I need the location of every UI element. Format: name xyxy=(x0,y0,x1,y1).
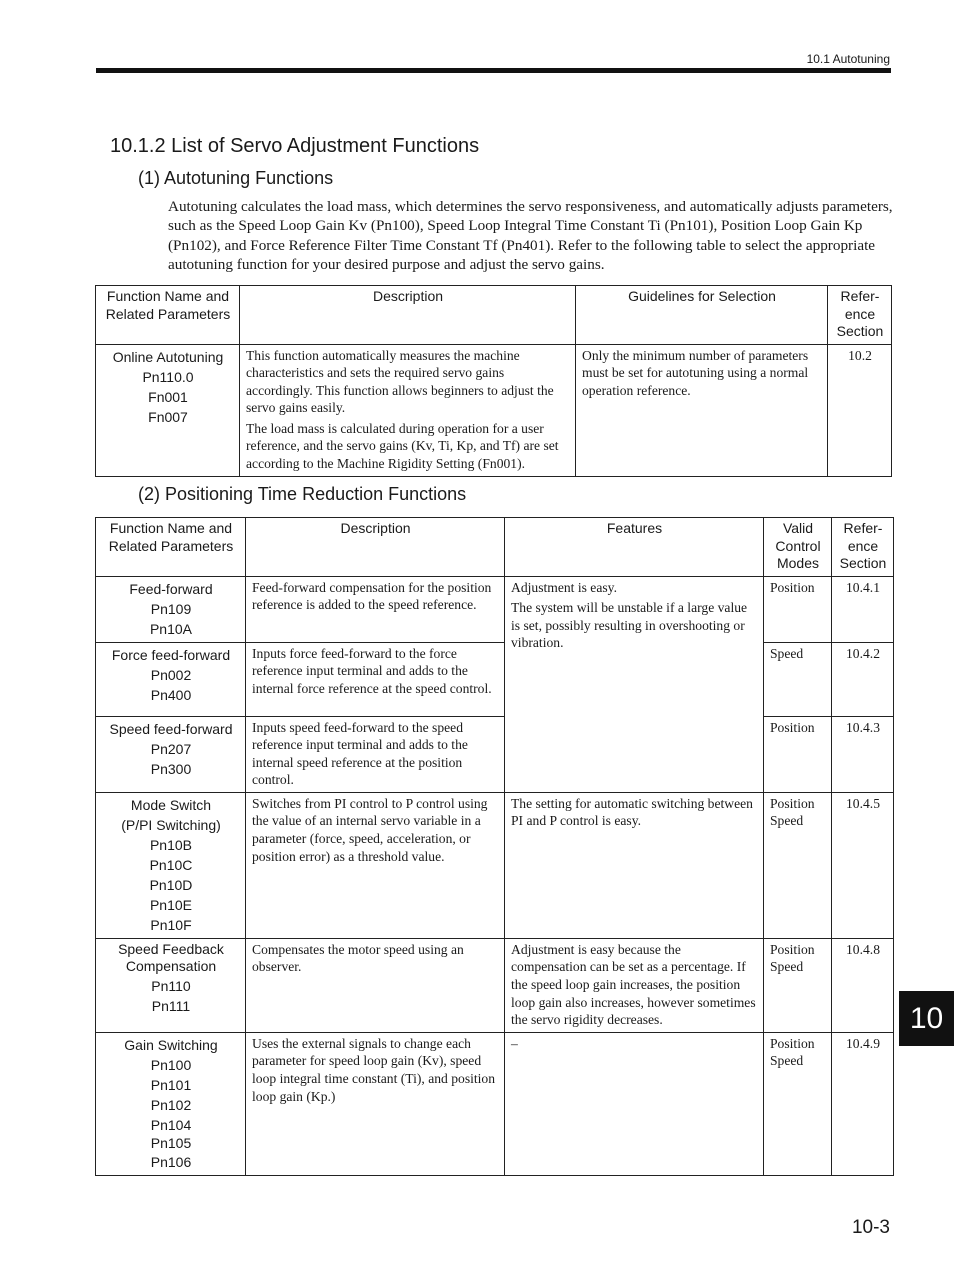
reference-cell: 10.4.2 xyxy=(832,642,894,716)
description-cell: Inputs force feed-forward to the force reference input terminal and adds to the internal force reference at the speed control. xyxy=(246,642,505,716)
param: Fn001 xyxy=(148,388,188,405)
mode: Position xyxy=(770,579,815,595)
header-reference: Refer-ence Section xyxy=(828,286,892,345)
header-reference: Refer-ence Section xyxy=(832,518,894,577)
features-cell xyxy=(505,576,764,792)
description-cell: Feed-forward compensation for the position reference is added to the speed reference. xyxy=(246,576,505,642)
positioning-subtitle: (2) Positioning Time Reduction Functions xyxy=(138,484,467,504)
param: Pn110.0 xyxy=(142,368,194,385)
param: Pn10D xyxy=(149,876,193,893)
features-cell: Adjustment is easy because the compensation can be set as a percentage. If the speed loop gain increases, the position loop gain also increases, however sometimes the servo rigidity decreases. xyxy=(505,938,764,1032)
table-row xyxy=(96,716,894,792)
param: Pn10B xyxy=(149,836,193,853)
guidelines-cell: Only the minimum number of parameters must be set for autotuning using a normal operation reference. xyxy=(576,344,828,476)
table-row xyxy=(96,1032,894,1176)
mode: Position xyxy=(770,1035,815,1051)
function-name-cell xyxy=(96,576,246,642)
description-text: This function automatically measures the machine characteristics and sets the required servo gains accordingly. This function allows beginners to adjust the servo gains easily. xyxy=(246,347,554,416)
function-name-cell xyxy=(96,716,246,792)
table-header-row xyxy=(96,518,894,577)
param: Pn207 xyxy=(150,740,192,757)
function-name: Feed-forward xyxy=(129,580,213,597)
param: Pn10E xyxy=(149,896,193,913)
param: Pn106 xyxy=(150,1154,192,1171)
reference-cell: 10.4.9 xyxy=(832,1032,894,1176)
header-guidelines: Guidelines for Selection xyxy=(576,286,828,345)
page-number: 10-3 xyxy=(851,1217,890,1238)
description-cell: Uses the external signals to change each parameter for speed loop gain (Kv), speed loop integral time constant (Ti), and position loop gain (Kp.) xyxy=(246,1032,505,1176)
header-description: Description xyxy=(240,286,576,345)
mode: Speed xyxy=(770,645,804,661)
running-header: 10.1 Autotuning xyxy=(806,52,890,66)
param: Pn104 xyxy=(150,1116,192,1133)
param: Pn002 xyxy=(150,666,192,683)
autotuning-table xyxy=(95,285,892,477)
mode: Speed xyxy=(770,1053,804,1069)
function-name: Gain Switching xyxy=(124,1036,218,1053)
param: Pn102 xyxy=(150,1096,192,1113)
function-name-cell xyxy=(96,344,240,476)
function-name-cell xyxy=(96,642,246,716)
modes-cell xyxy=(764,792,832,938)
modes-cell xyxy=(764,1032,832,1176)
reference-cell: 10.4.8 xyxy=(832,938,894,1032)
table-row xyxy=(96,642,894,716)
param: Pn10F xyxy=(150,916,192,933)
function-name-cell xyxy=(96,938,246,1032)
function-name: Speed Feedback Compensation xyxy=(118,940,224,975)
modes-cell xyxy=(764,576,832,642)
header-description: Description xyxy=(246,518,505,577)
table-row xyxy=(96,576,894,642)
param: Pn101 xyxy=(150,1076,192,1093)
autotuning-subtitle: (1) Autotuning Functions xyxy=(138,168,334,188)
param: Pn10A xyxy=(149,620,193,637)
table-row xyxy=(96,938,894,1032)
reference-cell: 10.4.1 xyxy=(832,576,894,642)
param: Pn300 xyxy=(150,760,192,777)
description-cell: Compensates the motor speed using an observer. xyxy=(246,938,505,1032)
header-features: Features xyxy=(505,518,764,577)
param: Pn10C xyxy=(149,856,193,873)
mode: Position xyxy=(770,941,815,957)
section-title: 10.1.2 List of Servo Adjustment Functions xyxy=(110,135,480,157)
reference-cell: 10.4.3 xyxy=(832,716,894,792)
mode: Position xyxy=(770,795,815,811)
function-name: Speed feed-forward xyxy=(109,720,233,737)
param: Pn105 xyxy=(150,1134,192,1151)
param: Pn109 xyxy=(150,600,192,617)
function-name: Mode Switch xyxy=(130,796,212,813)
param: Pn100 xyxy=(150,1056,192,1073)
features-text: Adjustment is easy. xyxy=(511,579,617,595)
features-text: The system will be unstable if a large value is set, possibly resulting in overshooting or vibration. xyxy=(511,600,748,651)
function-name-cell xyxy=(96,1032,246,1176)
reference-cell: 10.2 xyxy=(828,344,892,476)
param: Fn007 xyxy=(148,408,188,425)
header-rule xyxy=(96,68,891,73)
description-cell: Inputs speed feed-forward to the speed reference input terminal and adds to the internal speed reference at the position control. xyxy=(246,716,505,792)
autotuning-intro: Autotuning calculates the load mass, which determines the servo responsiveness, and automatically adjusts parameters, such as the Speed Loop Gain Kv (Pn100), Speed Loop Integral Time Constant Ti (Pn101), Position Loop Gain Kp (Pn102), and Force Reference Filter Time Constant Tf (Pn401). Refer to the following table to select the appropriate autotuning function for your desired purpose and adjust the servo gains. xyxy=(168,198,893,273)
modes-cell xyxy=(764,938,832,1032)
features-cell: The setting for automatic switching between PI and P control is easy. xyxy=(505,792,764,938)
mode: Position xyxy=(770,719,815,735)
table-row xyxy=(96,792,894,938)
description-cell xyxy=(240,344,576,476)
chapter-tab: 10 xyxy=(899,991,954,1046)
modes-cell xyxy=(764,642,832,716)
features-cell: – xyxy=(505,1032,764,1176)
function-name-cell xyxy=(96,792,246,938)
table-header-row xyxy=(96,286,892,345)
function-name: Online Autotuning xyxy=(112,348,224,365)
positioning-table xyxy=(95,517,894,1176)
description-cell: Switches from PI control to P control using the value of an internal servo variable in a parameter (force, speed, acceleration, or position error) as a threshold value. xyxy=(246,792,505,938)
param: Pn110 xyxy=(151,977,191,994)
param: Pn111 xyxy=(151,997,191,1014)
header-function-name: Function Name and Related Parameters xyxy=(96,286,240,345)
param: Pn400 xyxy=(150,686,192,703)
param: (P/PI Switching) xyxy=(121,816,221,833)
reference-cell: 10.4.5 xyxy=(832,792,894,938)
header-function-name: Function Name and Related Parameters xyxy=(96,518,246,577)
description-text: The load mass is calculated during operation for a user reference, and the servo gains (Kv, Ti, Kp, and Tf) are set according to the Machine Rigidity Setting (Fn001). xyxy=(246,420,559,472)
table-row xyxy=(96,344,892,476)
mode: Speed xyxy=(770,813,804,829)
header-control-modes: Valid Control Modes xyxy=(764,518,832,577)
mode: Speed xyxy=(770,959,804,975)
modes-cell xyxy=(764,716,832,792)
function-name: Force feed-forward xyxy=(111,646,231,663)
